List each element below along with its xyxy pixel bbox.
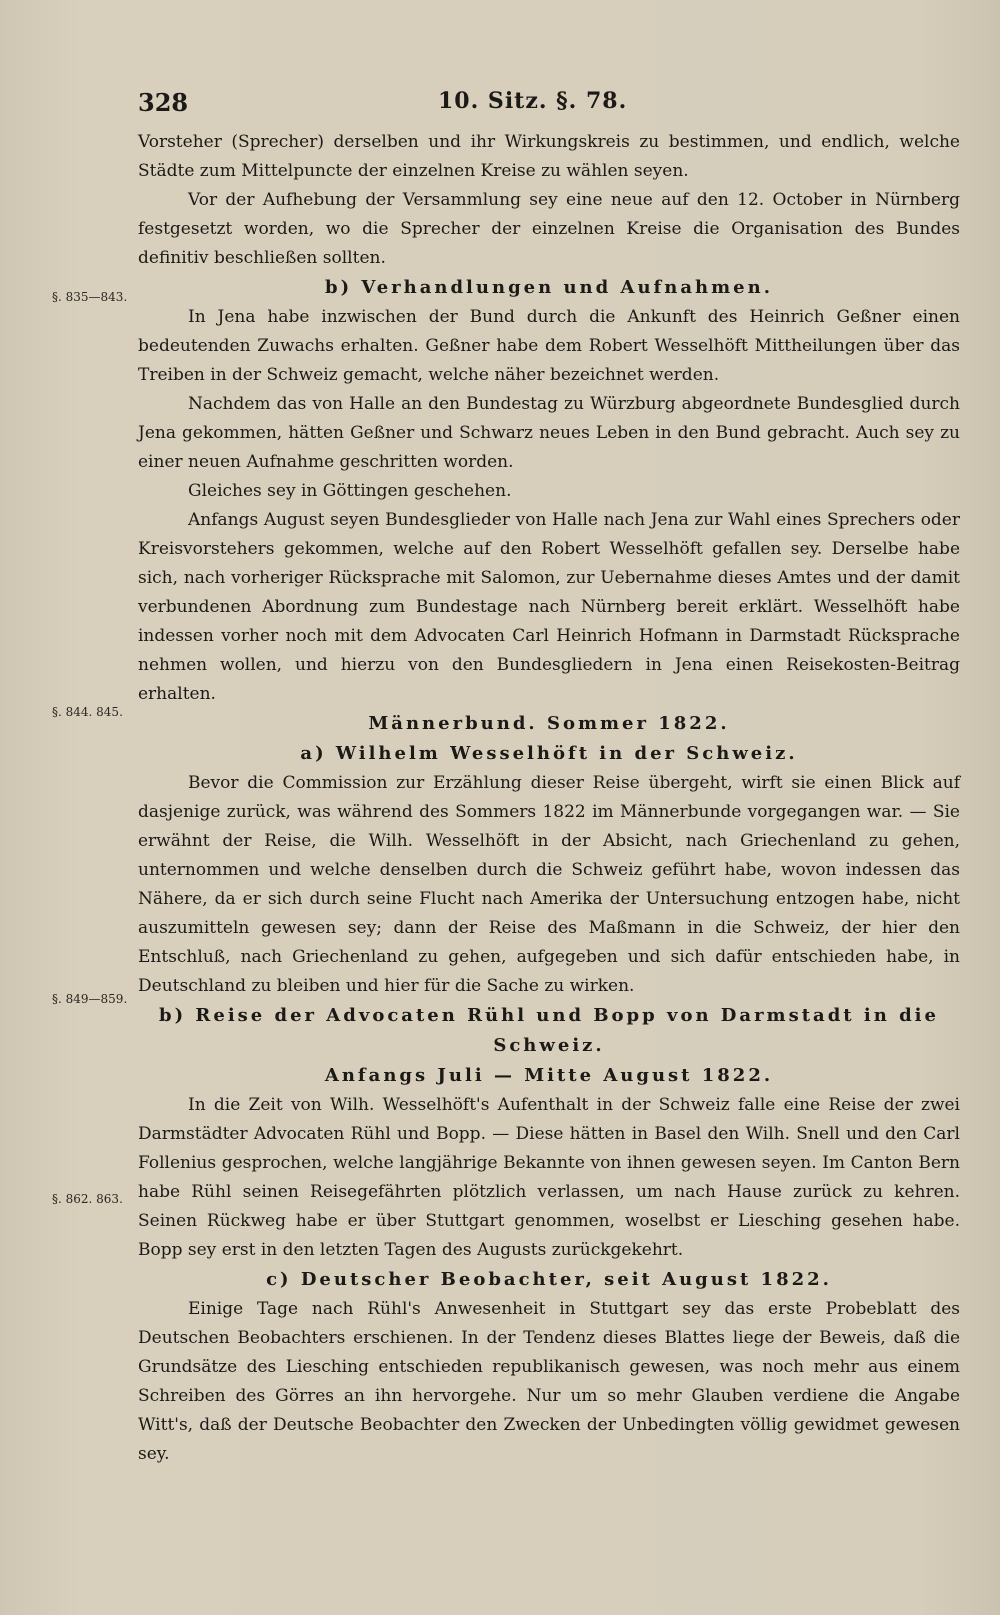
- section-heading: Männerbund. Sommer 1822.: [368, 713, 730, 734]
- margin-ref-3: §. 849—859.: [52, 992, 128, 1006]
- page-header: [138, 88, 958, 118]
- paragraph: Nachdem das von Halle an den Bundestag zu Würzburg abgeordnete Bundesglied durch Jena gekommen, hätten Geßner und Schwarz neues Leben in den Bund gebracht. Auch sey zu einer neuen Aufnahme geschritten worden.: [138, 394, 960, 472]
- margin-ref-2: §. 844. 845.: [52, 705, 123, 719]
- paragraph: Gleiches sey in Göttingen geschehen.: [188, 481, 512, 501]
- paragraph: Vorsteher (Sprecher) derselben und ihr Wirkungskreis zu bestimmen, und endlich, welche Städte zum Mittelpuncte der einzelnen Kreise zu wählen seyen.: [138, 132, 960, 181]
- section-heading: b) Verhandlungen und Aufnahmen.: [325, 277, 773, 298]
- margin-ref-1: §. 835—843.: [52, 290, 128, 304]
- page-body: [138, 128, 960, 1469]
- paragraph: In Jena habe inzwischen der Bund durch die Ankunft des Heinrich Geßner einen bedeutenden Zuwachs erhalten. Geßner habe dem Robert Wesselhöft Mittheilungen über das Treiben in der Schweiz gemacht, welche näher bezeichnet werden.: [138, 307, 960, 385]
- section-heading: a) Wilhelm Wesselhöft in der Schweiz.: [300, 743, 798, 764]
- section-heading: c) Deutscher Beobachter, seit August 1822.: [266, 1269, 832, 1290]
- paragraph: Einige Tage nach Rühl's Anwesenheit in Stuttgart sey das erste Probeblatt des Deutschen Beobachters erschienen. In der Tendenz dieses Blattes liege der Beweis, daß die Grundsätze des Liesching entschieden republikanisch gewesen, was noch mehr aus einem Schreiben des Görres an ihn hervorgehe. Nur um so mehr Glauben verdiene die Angabe Witt's, daß der Deutsche Beobachter den Zwecken der Unbedingten völlig gewidmet gewesen sey.: [138, 1299, 960, 1464]
- paragraph: Anfangs August seyen Bundesglieder von Halle nach Jena zur Wahl eines Sprechers oder Kreisvorstehers gekommen, welche auf den Robert Wesselhöft gefallen sey. Derselbe habe sich, nach vorheriger Rücksprache mit Salomon, zur Uebernahme dieses Amtes und der damit verbundenen Abordnung zum Bundestage nach Nürnberg bereit erklärt. Wesselhöft habe indessen vorher noch mit dem Advocaten Carl Heinrich Hofmann in Darmstadt Rücksprache nehmen wollen, und hierzu von den Bundesgliedern in Jena einen Reisekosten-Beitrag erhalten.: [138, 510, 960, 704]
- paragraph: In die Zeit von Wilh. Wesselhöft's Aufenthalt in der Schweiz falle eine Reise der zwei Darmstädter Advocaten Rühl und Bopp. — Diese hätten in Basel den Wilh. Snell und den Carl Follenius gesprochen, welche langjährige Bekannte von ihnen gewesen seyen. Im Canton Bern habe Rühl seinen Reisegefährten plötzlich verlassen, um nach Hause zurück zu kehren. Seinen Rückweg habe er über Stuttgart genommen, woselbst er Liesching gesehen habe. Bopp sey erst in den letzten Tagen des Augusts zurückgekehrt.: [138, 1095, 960, 1260]
- section-heading: b) Reise der Advocaten Rühl und Bopp von Darmstadt in die Schweiz.: [159, 1005, 939, 1056]
- paragraph: Bevor die Commission zur Erzählung dieser Reise übergeht, wirft sie einen Blick auf dasjenige zurück, was während des Sommers 1822 im Männerbunde vorgegangen war. — Sie erwähnt der Reise, die Wilh. Wesselhöft in der Absicht, nach Griechenland zu gehen, unternommen und welche denselben durch die Schweiz geführt habe, wovon indessen das Nähere, da er sich durch seine Flucht nach Amerika der Untersuchung entzogen habe, nicht auszumitteln gewesen sey; dann der Reise des Maßmann in die Schweiz, der hier den Entschluß, nach Griechenland zu gehen, aufgegeben und sich dafür entschieden habe, in Deutschland zu bleiben und hier für die Sache zu wirken.: [138, 773, 960, 996]
- margin-ref-4: §. 862. 863.: [52, 1192, 123, 1206]
- paragraph: Vor der Aufhebung der Versammlung sey eine neue auf den 12. October in Nürnberg festgesetzt worden, wo die Sprecher der einzelnen Kreise die Organisation des Bundes definitiv beschließen sollten.: [138, 190, 960, 268]
- running-head: 10. Sitz. §. 78.: [438, 88, 628, 114]
- section-subheading: Anfangs Juli — Mitte August 1822.: [324, 1065, 774, 1086]
- page-number: 328: [138, 88, 189, 117]
